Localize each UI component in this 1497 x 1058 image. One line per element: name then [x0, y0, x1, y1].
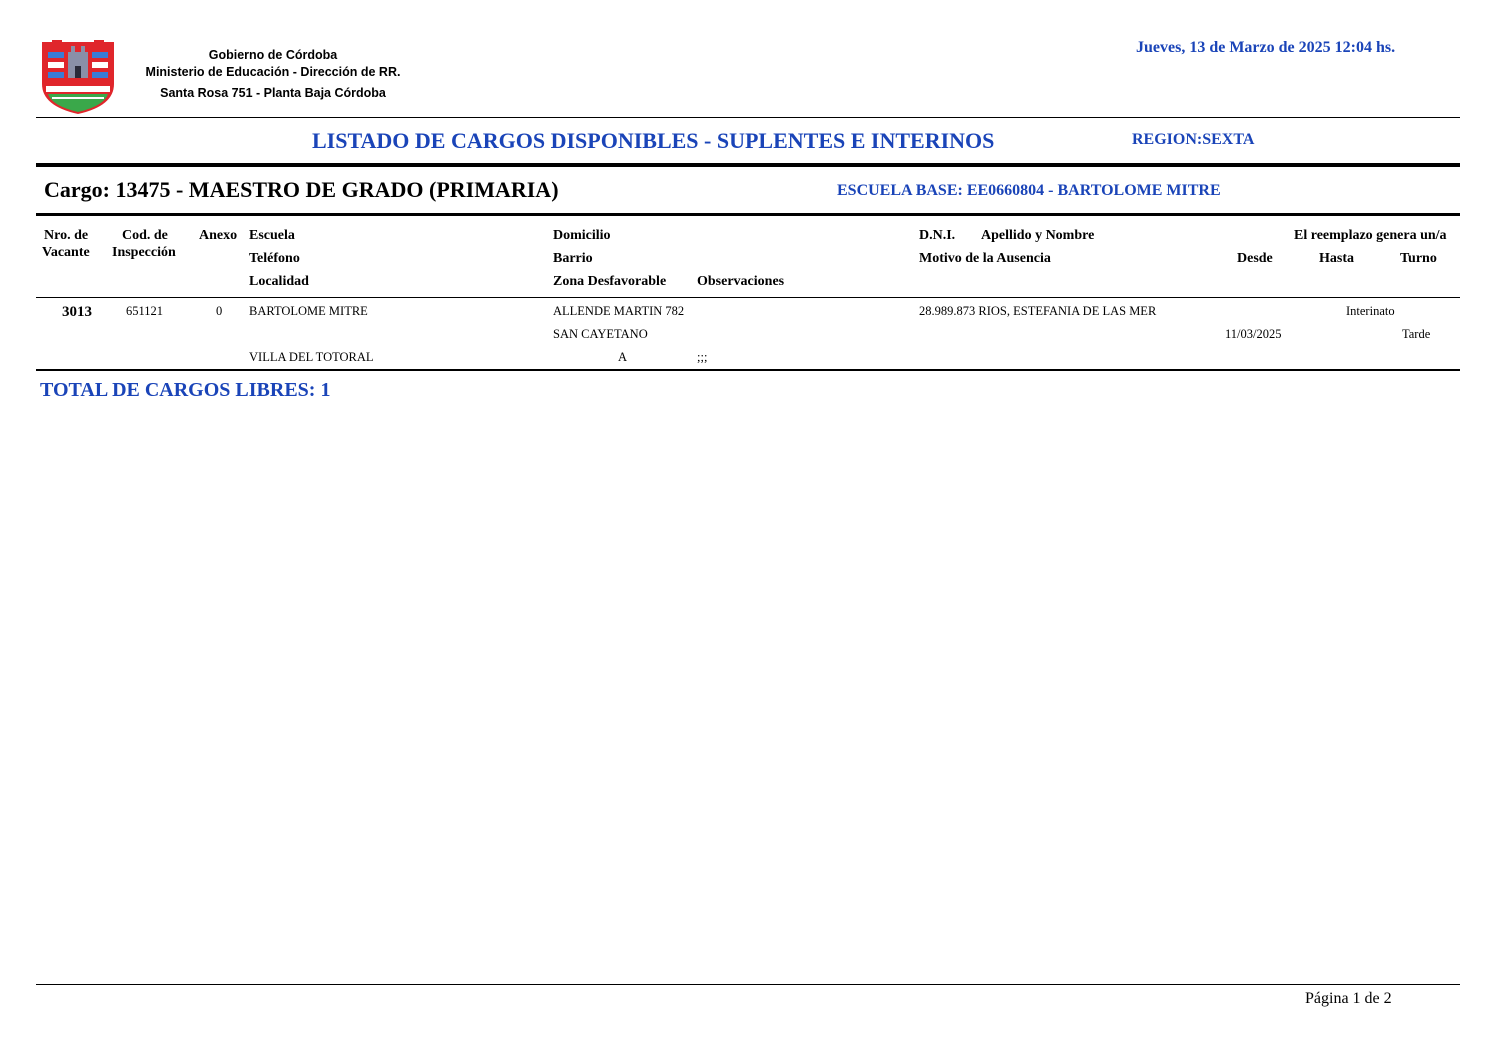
escuela-value: BARTOLOME MITRE [249, 304, 368, 318]
total-cargos: TOTAL DE CARGOS LIBRES: 1 [40, 379, 331, 401]
escuela-base: ESCUELA BASE: EE0660804 - BARTOLOME MITRE [837, 182, 1221, 199]
divider-footer [36, 984, 1460, 985]
col-motivo: Motivo de la Ausencia [919, 251, 1051, 266]
reemplazo-tipo: Interinato [1346, 304, 1395, 318]
region-label: REGION:SEXTA [1132, 131, 1255, 148]
divider-top [36, 117, 1460, 118]
domicilio-value: ALLENDE MARTIN 782 [553, 304, 685, 318]
report-date: Jueves, 13 de Marzo de 2025 12:04 hs. [1136, 39, 1396, 56]
turno-value: Tarde [1402, 327, 1431, 341]
org-name: Gobierno de Córdoba [208, 48, 338, 62]
col-apellido: Apellido y Nombre [981, 228, 1095, 243]
vacante-number: 3013 [62, 304, 92, 320]
col-zona: Zona Desfavorable [553, 274, 667, 289]
barrio-value: SAN CAYETANO [553, 327, 648, 341]
divider-cargo [36, 213, 1460, 216]
col-telefono: Teléfono [249, 251, 300, 266]
page-number: Página 1 de 2 [1305, 990, 1392, 1007]
col-nro-de: Nro. de [44, 228, 89, 243]
divider-row [36, 369, 1460, 371]
col-turno: Turno [1400, 251, 1437, 266]
org-address: Santa Rosa 751 - Planta Baja Córdoba [160, 86, 386, 100]
report-title: LISTADO DE CARGOS DISPONIBLES - SUPLENTES E INTERINOS [312, 128, 995, 153]
desde-value: 11/03/2025 [1225, 327, 1282, 341]
observaciones-value: ;;; [697, 350, 708, 364]
cargo-title: Cargo: 13475 - MAESTRO DE GRADO (PRIMARIA) [44, 177, 559, 202]
cod-inspeccion: 651121 [126, 304, 164, 318]
col-dni: D.N.I. [919, 228, 956, 243]
dni-nombre-value: 28.989.873 RIOS, ESTEFANIA DE LAS MER [919, 304, 1157, 318]
ministry-name: Ministerio de Educación - Dirección de RR. [145, 65, 401, 79]
col-anexo: Anexo [199, 228, 238, 243]
anexo-value: 0 [216, 304, 223, 318]
col-hasta: Hasta [1319, 251, 1354, 266]
col-barrio: Barrio [553, 251, 593, 266]
col-cod-de: Cod. de [122, 228, 168, 243]
col-localidad: Localidad [249, 274, 309, 289]
col-vacante: Vacante [42, 245, 90, 260]
col-escuela: Escuela [249, 228, 295, 243]
col-reemplazo: El reemplazo genera un/a [1294, 228, 1447, 243]
coat-of-arms-logo [38, 36, 118, 116]
col-desde: Desde [1237, 251, 1273, 266]
divider-title [36, 163, 1460, 167]
divider-header [36, 297, 1460, 298]
col-domicilio: Domicilio [553, 228, 611, 243]
col-inspeccion: Inspección [112, 245, 176, 260]
localidad-value: VILLA DEL TOTORAL [249, 350, 374, 364]
col-observaciones: Observaciones [697, 274, 785, 289]
zona-value: A [618, 350, 628, 364]
